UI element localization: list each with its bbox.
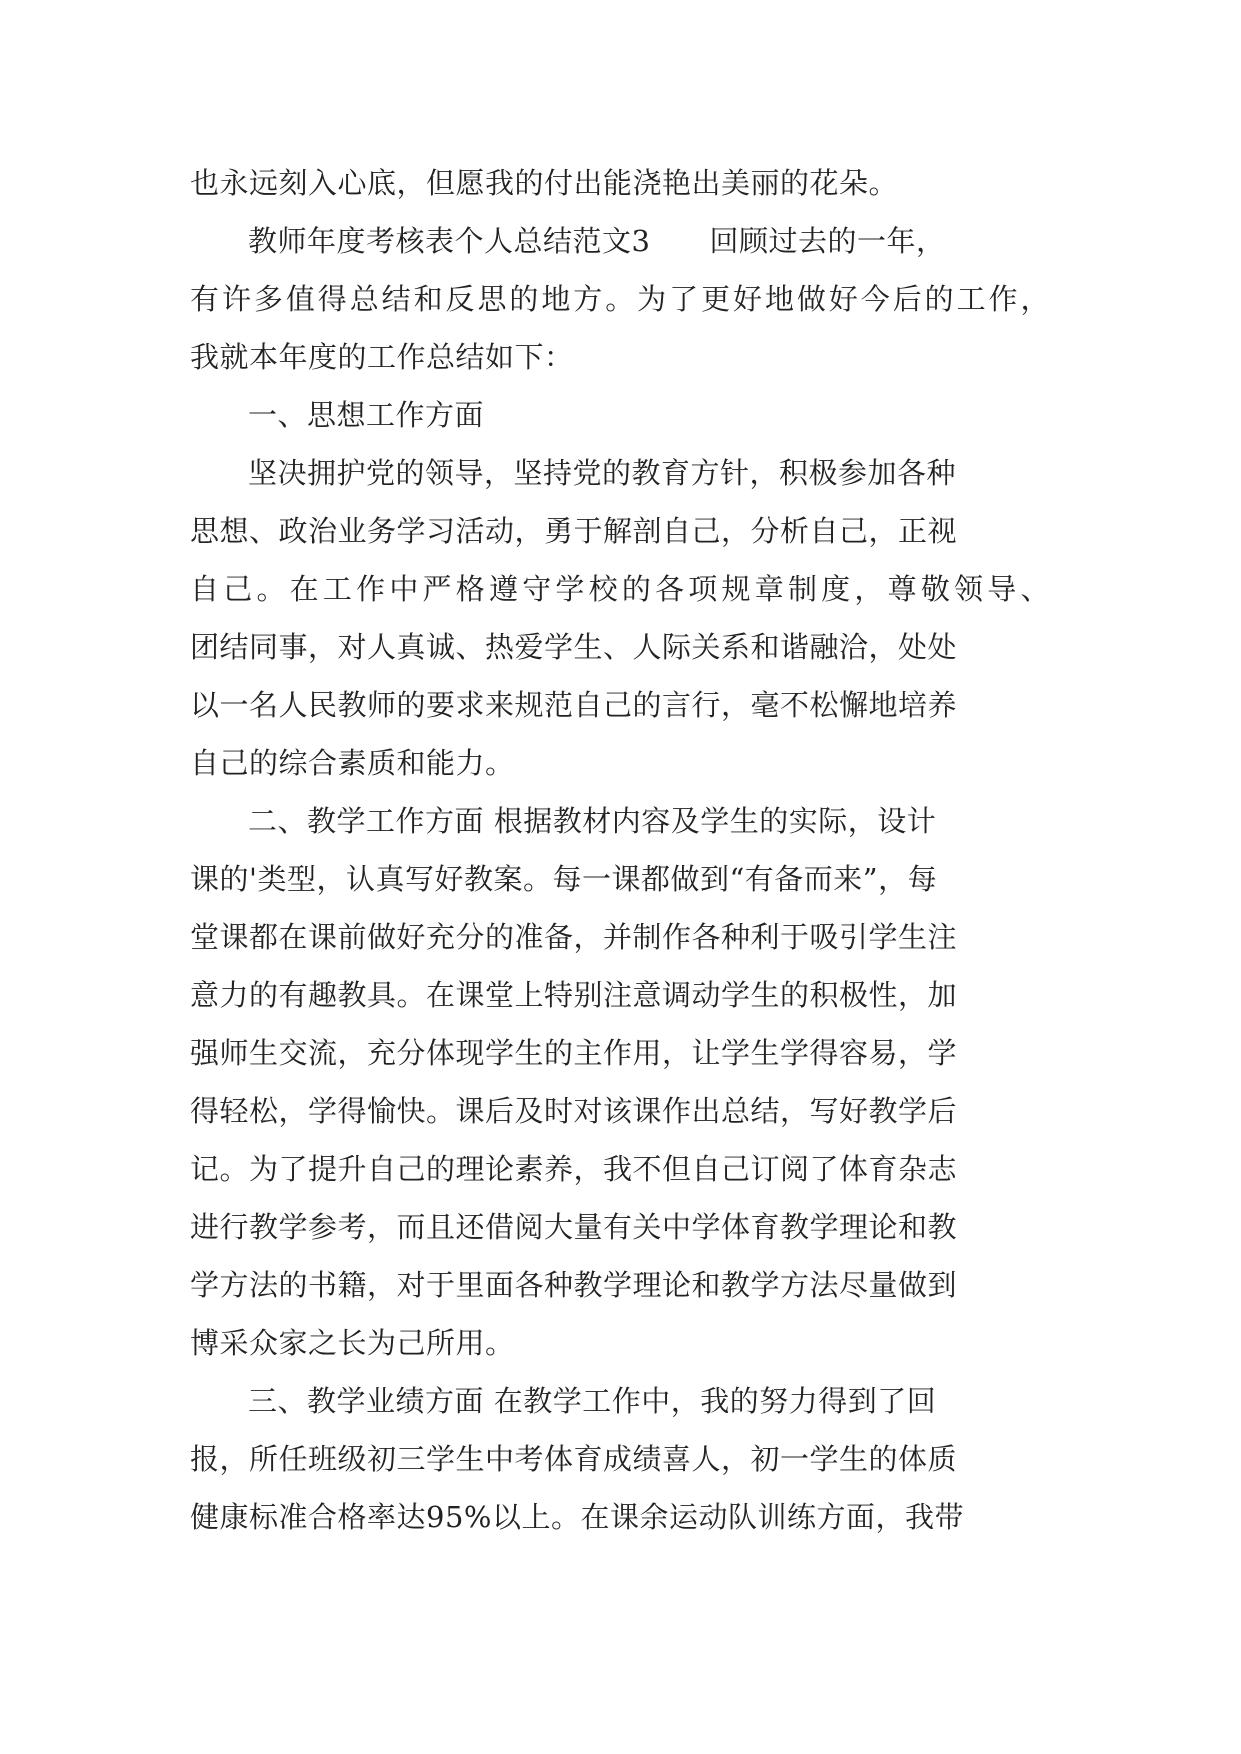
text-line: 健康标准合格率达95%以上。在课余运动队训练方面，我带 xyxy=(190,1500,964,1534)
text-line: 坚决拥护党的领导，坚持党的教育方针，积极参加各种 xyxy=(248,456,957,490)
text-line: 有许多值得总结和反思的地方。为了更好地做好今后的工作， xyxy=(190,282,1050,316)
text-line: 报，所任班级初三学生中考体育成绩喜人，初一学生的体质 xyxy=(190,1442,958,1476)
section-heading: 三、教学业绩方面 在教学工作中，我的努力得到了回 xyxy=(248,1384,937,1418)
section-heading: 二、教学工作方面 根据教材内容及学生的实际，设计 xyxy=(248,804,937,838)
text-line: 进行教学参考，而且还借阅大量有关中学体育教学理论和教 xyxy=(190,1210,958,1244)
text-line: 强师生交流，充分体现学生的主作用，让学生学得容易，学 xyxy=(190,1036,958,1070)
text-line: 以一名人民教师的要求来规范自己的言行，毫不松懈地培养 xyxy=(190,688,958,722)
text-line: 自己的综合素质和能力。 xyxy=(190,746,515,780)
section-heading: 一、思想工作方面 xyxy=(248,398,485,432)
text-line: 教师年度考核表个人总结范文3 回顾过去的一年， xyxy=(248,224,946,258)
text-line: 团结同事，对人真诚、热爱学生、人际关系和谐融洽，处处 xyxy=(190,630,958,664)
text-line: 我就本年度的工作总结如下： xyxy=(190,340,574,374)
text-line: 学方法的书籍，对于里面各种教学理论和教学方法尽量做到 xyxy=(190,1268,958,1302)
text-line: 堂课都在课前做好充分的准备，并制作各种利于吸引学生注 xyxy=(190,920,958,954)
text-line: 博采众家之长为己所用。 xyxy=(190,1326,515,1360)
text-line: 也永远刻入心底，但愿我的付出能浇艳出美丽的花朵。 xyxy=(190,166,899,200)
text-line: 得轻松，学得愉快。课后及时对该课作出总结，写好教学后 xyxy=(190,1094,958,1128)
text-line: 课的'类型，认真写好教案。每一课都做到“有备而来”，每 xyxy=(190,862,938,896)
text-line: 思想、政治业务学习活动，勇于解剖自己，分析自己，正视 xyxy=(190,514,958,548)
text-line: 意力的有趣教具。在课堂上特别注意调动学生的积极性，加 xyxy=(190,978,958,1012)
text-line: 自己。在工作中严格遵守学校的各项规章制度，尊敬领导、 xyxy=(190,572,1050,606)
text-line: 记。为了提升自己的理论素养，我不但自己订阅了体育杂志 xyxy=(190,1152,958,1186)
